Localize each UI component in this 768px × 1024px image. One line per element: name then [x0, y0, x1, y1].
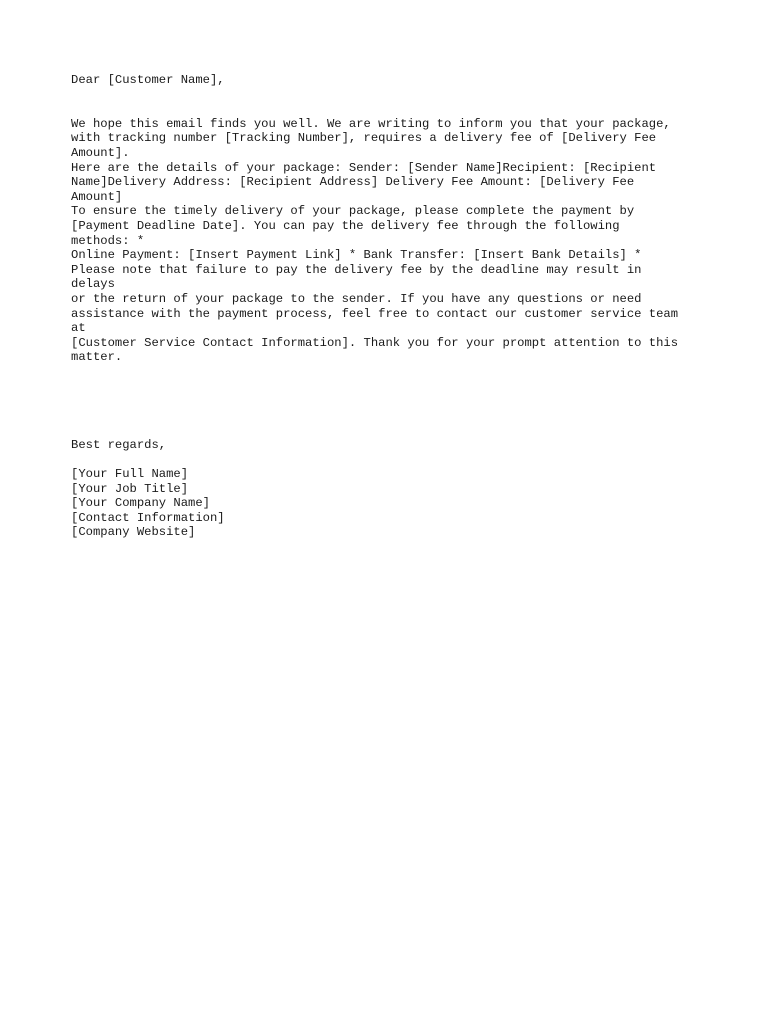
- spacer: [71, 423, 711, 438]
- body-line: at: [71, 321, 86, 336]
- body-line: matter.: [71, 350, 123, 365]
- body-line: Online Payment: [Insert Payment Link] * Bank Transfer: [Insert Bank Details] *: [71, 248, 642, 263]
- body-line: delays: [71, 277, 115, 292]
- body-line: or the return of your package to the sender. If you have any questions or need: [71, 291, 642, 306]
- body-line: Name]Delivery Address: [Recipient Address] Delivery Fee Amount: [Delivery Fee: [71, 175, 635, 190]
- body-line: [Payment Deadline Date]. You can pay the delivery fee through the following: [71, 218, 620, 233]
- body-line: We hope this email finds you well. We are writing to inform you that your package,: [71, 116, 671, 131]
- body-line: assistance with the payment process, feel free to contact our customer service team: [71, 306, 679, 321]
- letter-body: [71, 73, 711, 540]
- signature-name: [Your Full Name]: [71, 467, 189, 482]
- body-line: Here are the details of your package: Sender: [Sender Name]Recipient: [Recipient: [71, 160, 657, 175]
- signature-company: [Your Company Name]: [71, 496, 210, 511]
- body-line: Amount].: [71, 145, 130, 160]
- spacer: [71, 365, 711, 423]
- body-line: To ensure the timely delivery of your package, please complete the payment by: [71, 204, 635, 219]
- body-line: with tracking number [Tracking Number], requires a delivery fee of [Delivery Fee: [71, 131, 657, 146]
- spacer: [71, 452, 711, 467]
- body-line: Amount]: [71, 189, 123, 204]
- spacer: [71, 88, 711, 117]
- signature-job-title: [Your Job Title]: [71, 481, 189, 496]
- signature-block: [71, 467, 711, 540]
- body-line: Please note that failure to pay the delivery fee by the deadline may result in: [71, 262, 642, 277]
- signature-website: [Company Website]: [71, 525, 196, 540]
- body-line: [Customer Service Contact Information]. Thank you for your prompt attention to this: [71, 335, 679, 350]
- closing: Best regards,: [71, 437, 167, 452]
- signature-contact: [Contact Information]: [71, 510, 225, 525]
- salutation: Dear [Customer Name],: [71, 73, 225, 87]
- body-paragraph: [71, 117, 711, 365]
- body-line: methods: *: [71, 233, 145, 248]
